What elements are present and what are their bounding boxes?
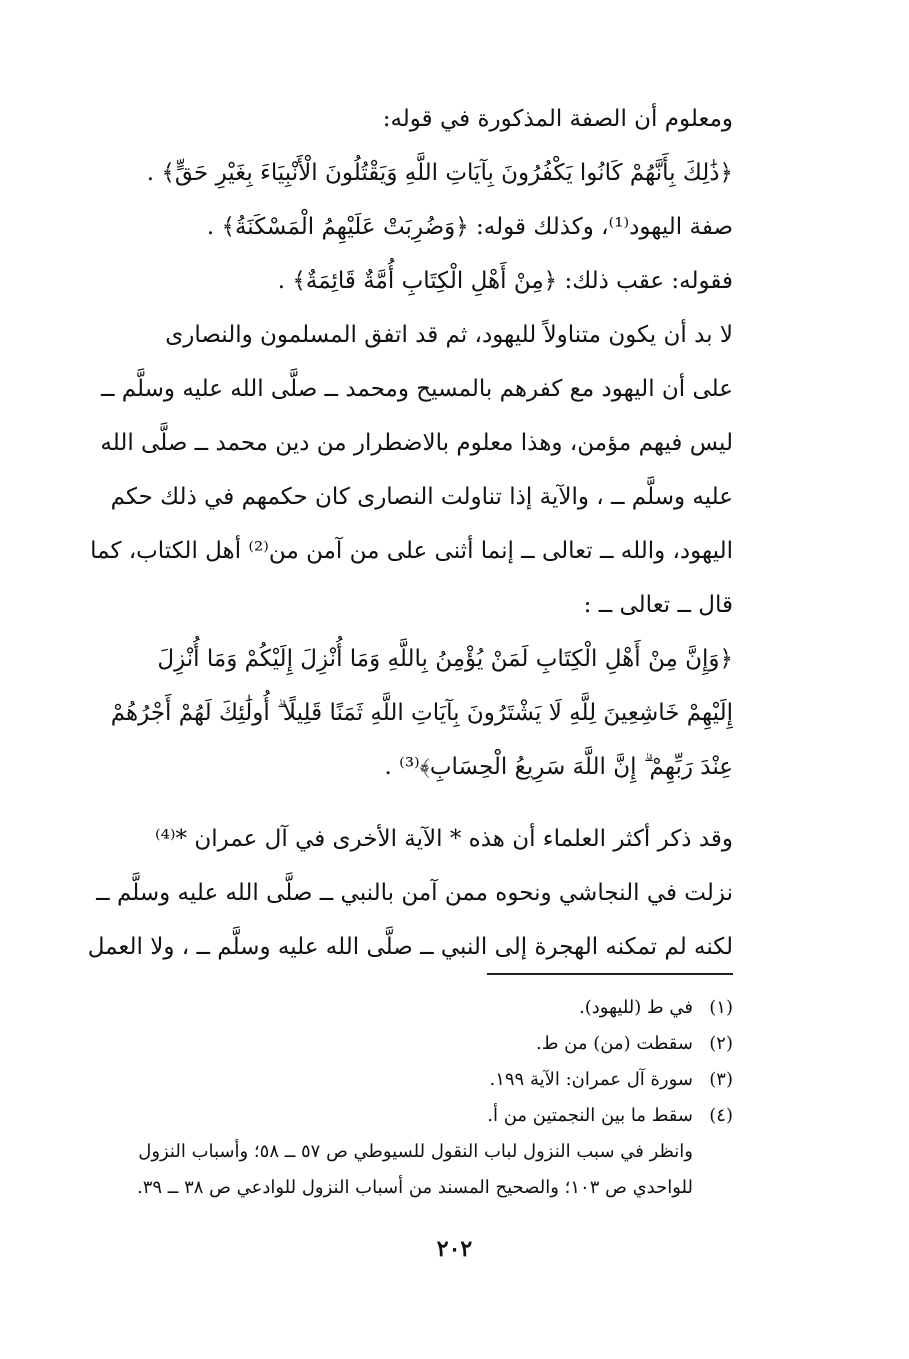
footnote-text: سقط ما بين النجمتين من أ. xyxy=(487,1105,693,1126)
text-line: قال ــ تعالى ــ : xyxy=(583,592,733,618)
footnote xyxy=(180,990,733,1026)
footnote xyxy=(180,1098,733,1134)
quran-verse-line: ﴿ذَٰلِكَ بِأَنَّهُمْ كَانُوا يَكْفُرُونَ بِآيَاتِ اللَّهِ وَيَقْتُلُونَ الْأَنْبِيَاءَ بِغَيْرِ حَقٍّ﴾ . xyxy=(146,160,733,186)
text-line: صفة اليهود⁽¹⁾، وكذلك قوله: ﴿وَضُرِبَتْ عَلَيْهِمُ الْمَسْكَنَةُ﴾ . xyxy=(206,214,733,240)
footnotes xyxy=(136,990,733,1206)
page-number: ٢٠٢ xyxy=(436,1236,473,1262)
text-line: لا بد أن يكون متناولاً لليهود، ثم قد اتفق المسلمون والنصارى xyxy=(165,322,733,348)
footnote-continuation: وانظر في سبب النزول لباب النقول للسيوطي ص ٥٧ ــ ٥٨؛ وأسباب النزول xyxy=(138,1141,693,1162)
text-line: وقد ذكر أكثر العلماء أن هذه * الآية الأخرى في آل عمران *⁽⁴⁾ xyxy=(155,826,733,852)
footnote-number: (٢) xyxy=(709,1033,733,1054)
quran-verse-line: ﴿وَإِنَّ مِنْ أَهْلِ الْكِتَابِ لَمَنْ يُؤْمِنُ بِاللَّهِ وَمَا أُنْزِلَ إِلَيْكُمْ وَمَا أُنْزِلَ xyxy=(157,646,733,672)
footnote-text: سورة آل عمران: الآية ١٩٩. xyxy=(489,1069,693,1090)
text-line: فقوله: عقب ذلك: ﴿مِنْ أَهْلِ الْكِتَابِ أُمَّةٌ قَائِمَةٌ﴾ . xyxy=(277,268,733,294)
quran-verse-line: إِلَيْهِمْ خَاشِعِينَ لِلَّهِ لَا يَشْتَرُونَ بِآيَاتِ اللَّهِ ثَمَنًا قَلِيلًا ۗ أُولَٰئِكَ لَهُمْ أَجْرُهُمْ xyxy=(110,700,733,726)
text-line: على أن اليهود مع كفرهم بالمسيح ومحمد ــ صلَّى الله عليه وسلَّم ــ xyxy=(100,376,733,402)
paragraph-gap xyxy=(180,794,733,812)
text-line: ومعلوم أن الصفة المذكورة في قوله: xyxy=(382,106,733,132)
main-text xyxy=(87,92,733,974)
footnote xyxy=(180,1062,733,1098)
footnote-continuation: للواحدي ص ١٠٣؛ والصحيح المسند من أسباب النزول للوادعي ص ٣٨ ــ ٣٩. xyxy=(136,1177,693,1198)
text-line: لكنه لم تمكنه الهجرة إلى النبي ــ صلَّى الله عليه وسلَّم ــ ، ولا العمل xyxy=(87,934,733,960)
footnote-number: (٤) xyxy=(709,1105,733,1126)
footnote-number: (١) xyxy=(709,997,733,1018)
quran-verse-line: عِنْدَ رَبِّهِمْ ۗ إِنَّ اللَّهَ سَرِيعُ الْحِسَابِ﴾⁽³⁾ . xyxy=(384,754,733,780)
footnote-text: سقطت (من) من ط. xyxy=(536,1033,693,1054)
text-line: نزلت في النجاشي ونحوه ممن آمن بالنبي ــ صلَّى الله عليه وسلَّم ــ xyxy=(96,880,733,906)
text-line: اليهود، والله ــ تعالى ــ إنما أثنى على من آمن من⁽²⁾ أهل الكتاب، كما xyxy=(90,538,733,564)
footnote-divider xyxy=(487,973,733,975)
footnote xyxy=(180,1026,733,1062)
text-line: عليه وسلَّم ــ ، والآية إذا تناولت النصارى كان حكمهم في ذلك حكم xyxy=(110,484,733,510)
footnote-number: (٣) xyxy=(709,1069,733,1090)
footnote-text: في ط (لليهود). xyxy=(579,997,693,1018)
text-line: ليس فيهم مؤمن، وهذا معلوم بالاضطرار من دين محمد ــ صلَّى الله xyxy=(100,430,733,456)
